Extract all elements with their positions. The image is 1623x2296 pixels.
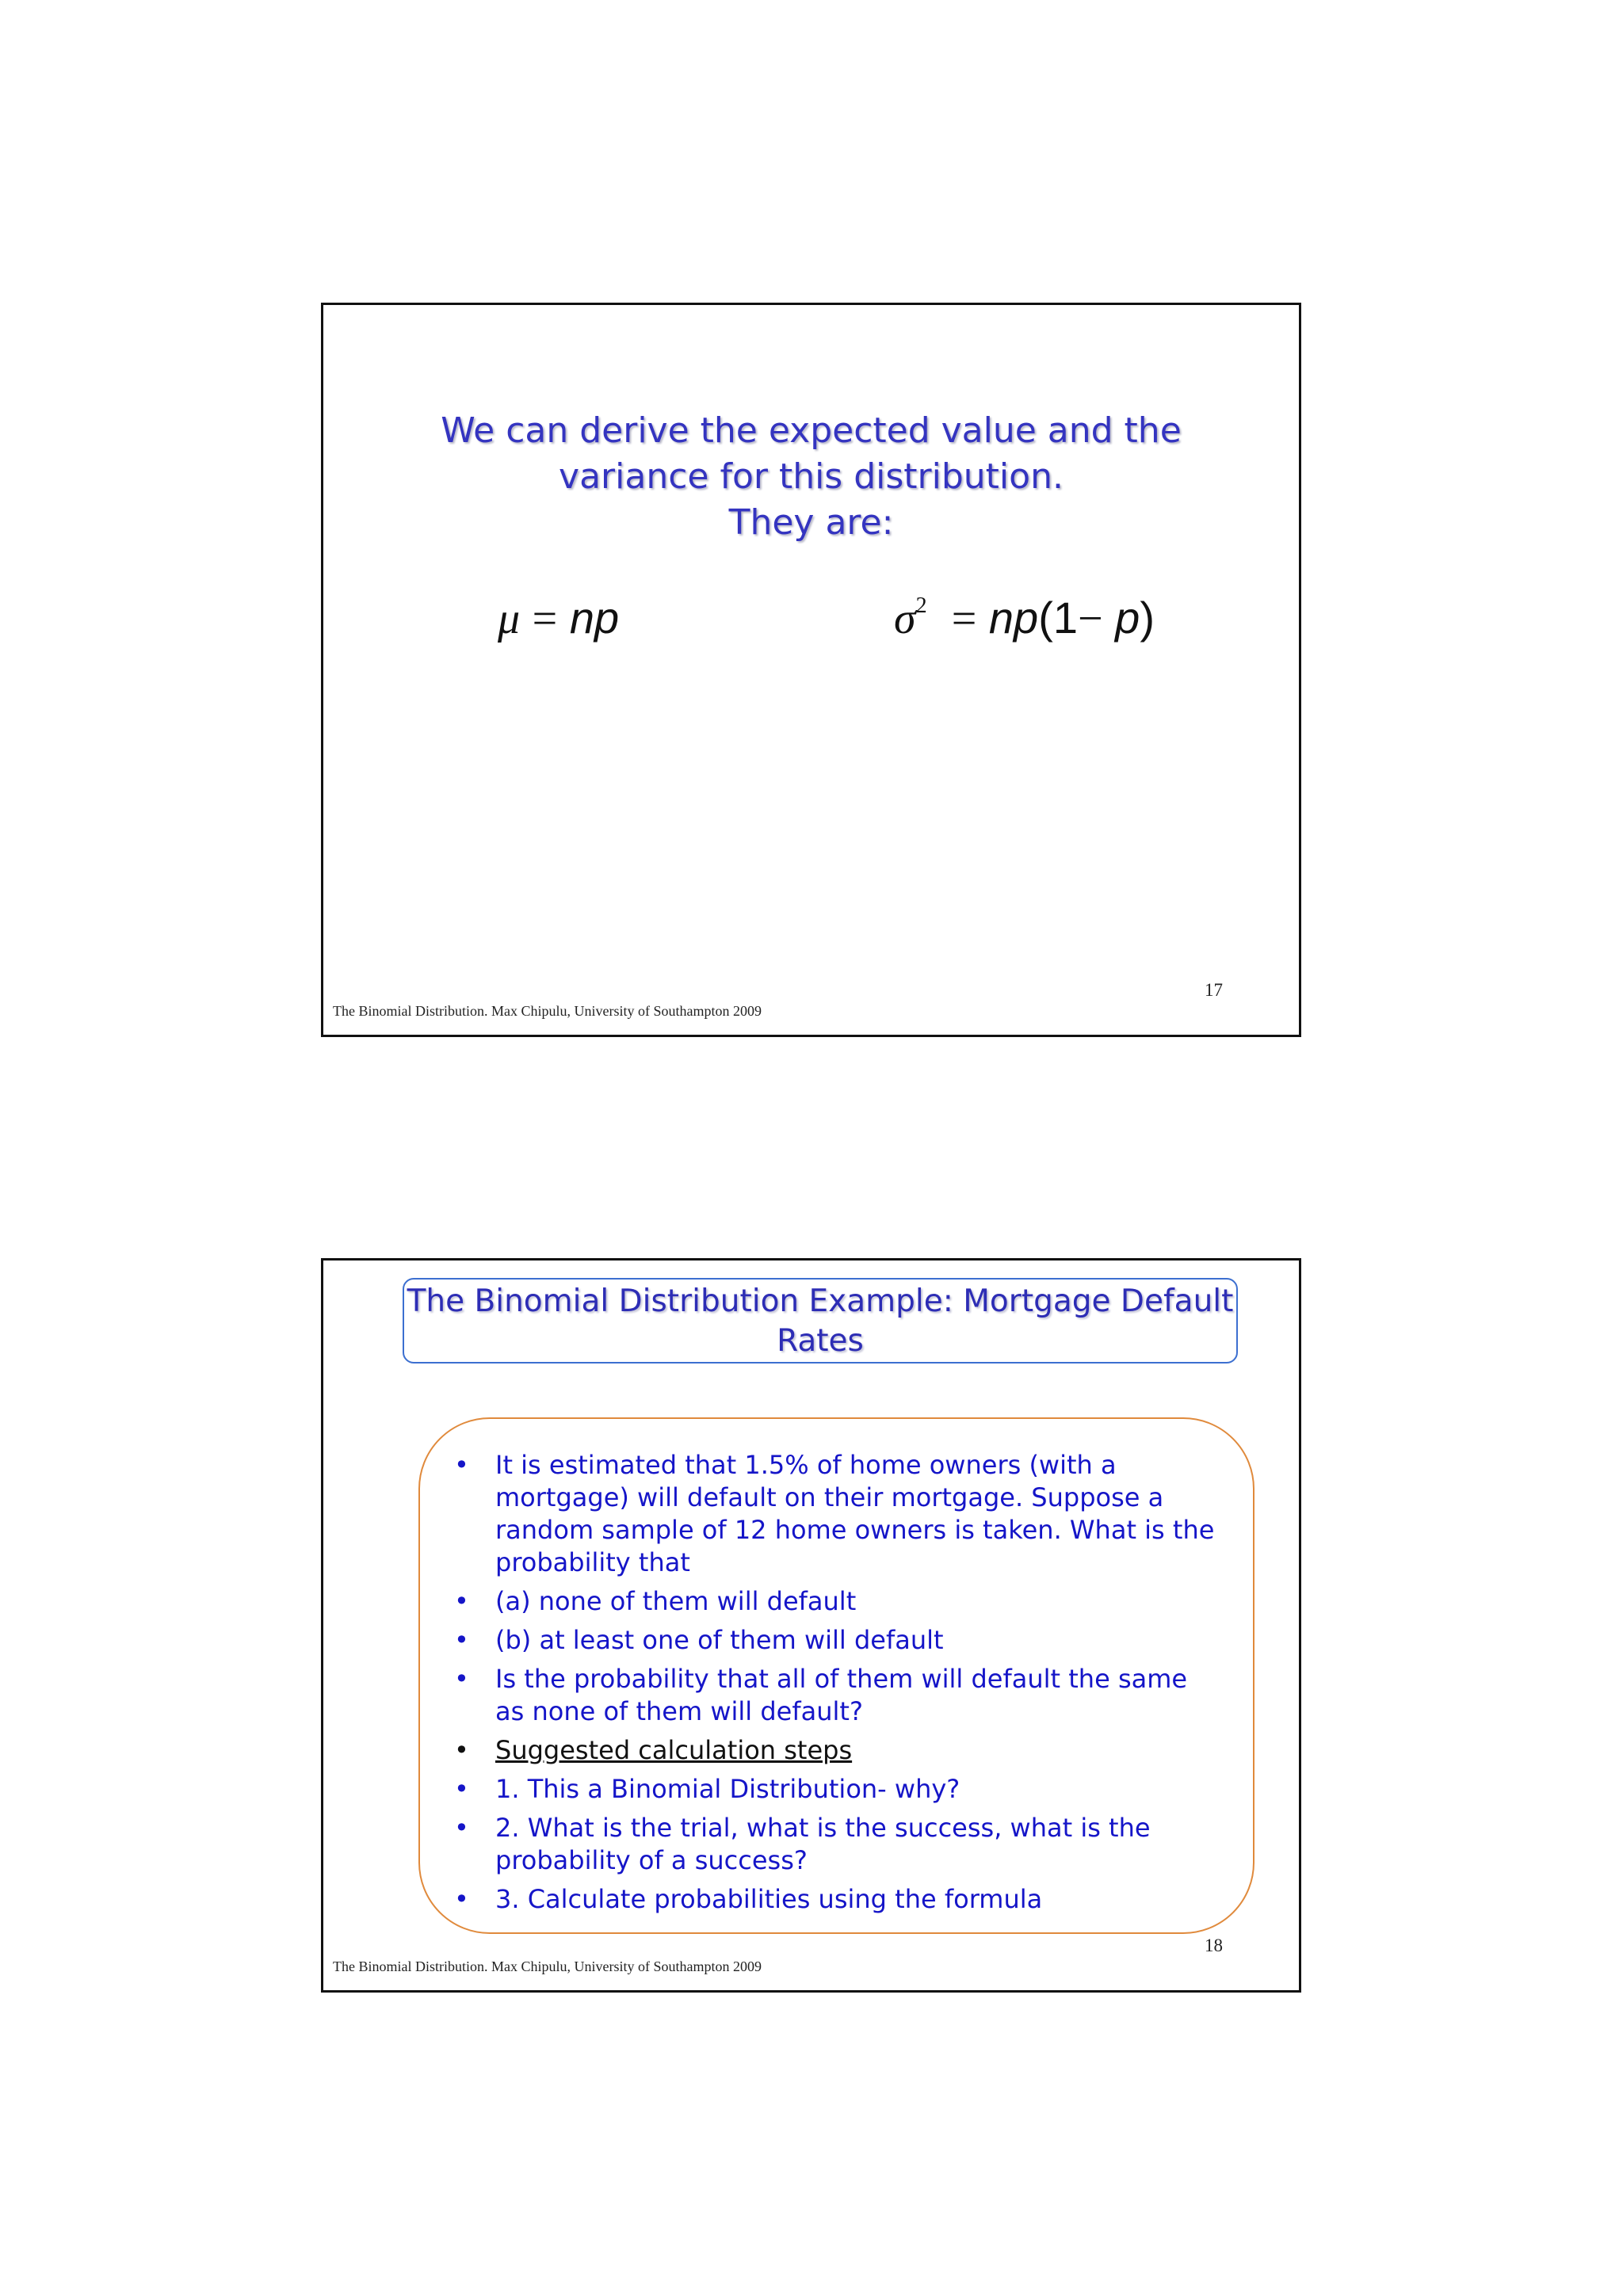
list-item-text: Suggested calculation steps <box>495 1735 853 1765</box>
equals-sign: = <box>951 594 977 643</box>
bullet-list <box>454 1449 1215 1922</box>
list-item-text: Is the probability that all of them will default the same as none of them will default? <box>495 1664 1188 1726</box>
bullet-icon: • <box>454 1450 469 1480</box>
bullet-icon: • <box>454 1813 469 1843</box>
mean-formula <box>498 592 619 644</box>
heading-line: variance for this distribution. <box>559 456 1064 497</box>
variance-close: ) <box>1140 593 1155 643</box>
bullet-icon: • <box>454 1664 469 1694</box>
bullet-icon: • <box>454 1625 469 1655</box>
slide-18 <box>321 1258 1301 1993</box>
exponent: 2 <box>915 593 927 618</box>
page-number: 18 <box>1205 1936 1223 1955</box>
mean-rhs: np <box>569 593 620 643</box>
list-item-text: 1. This a Binomial Distribution- why? <box>495 1774 960 1804</box>
title-line: Rates <box>777 1323 864 1359</box>
list-item <box>454 1883 1215 1916</box>
heading-line: We can derive the expected value and the <box>441 410 1182 451</box>
title-line: The Binomial Distribution Example: Mortgage Default <box>407 1283 1234 1319</box>
list-item-text: (b) at least one of them will default <box>495 1625 944 1655</box>
bullet-icon: • <box>454 1735 469 1765</box>
equals-sign: = <box>532 594 558 643</box>
variance-open: (1 <box>1038 593 1078 643</box>
list-item <box>454 1663 1215 1728</box>
heading-line: They are: <box>728 502 894 543</box>
list-item-text: It is estimated that 1.5% of home owners (with a mortgage) will default on their mortgage. Suppose a random sample of 12 home owners is taken. What is the probability that <box>495 1450 1215 1577</box>
slide-17 <box>321 303 1301 1037</box>
list-item-text: 2. What is the trial, what is the success, what is the probability of a success? <box>495 1813 1151 1875</box>
list-item <box>454 1773 1215 1806</box>
variance-formula <box>894 592 1155 644</box>
list-item-text: (a) none of them will default <box>495 1586 857 1616</box>
slide-footer: The Binomial Distribution. Max Chipulu, University of Southampton 2009 <box>333 1003 762 1019</box>
sigma-symbol: σ <box>894 594 916 643</box>
slide-title-box <box>403 1278 1238 1363</box>
variance-p: p <box>1115 593 1140 643</box>
mu-symbol: μ <box>498 594 521 643</box>
list-item <box>454 1585 1215 1618</box>
slide-footer: The Binomial Distribution. Max Chipulu, University of Southampton 2009 <box>333 1958 762 1974</box>
list-item-text: 3. Calculate probabilities using the formula <box>495 1884 1043 1914</box>
list-item <box>454 1624 1215 1657</box>
bullet-icon: • <box>454 1774 469 1804</box>
list-item <box>454 1734 1215 1767</box>
variance-np: np <box>988 593 1039 643</box>
slide-heading <box>323 408 1299 546</box>
list-item <box>454 1812 1215 1877</box>
bullet-icon: • <box>454 1884 469 1914</box>
page-number: 17 <box>1205 980 1223 1000</box>
minus-sign: − <box>1078 594 1103 643</box>
bullet-icon: • <box>454 1586 469 1616</box>
list-item <box>454 1449 1215 1579</box>
